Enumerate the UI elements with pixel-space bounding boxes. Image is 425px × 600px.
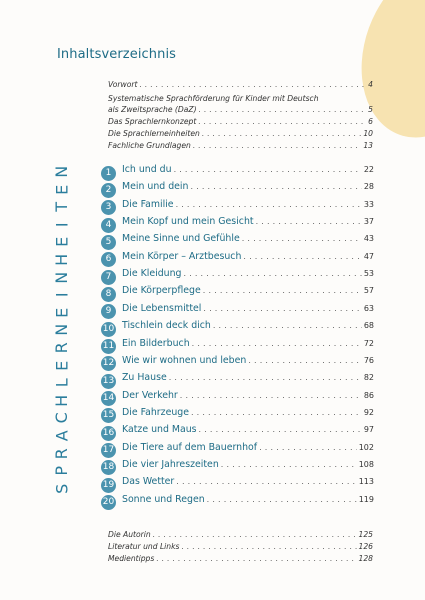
vertical-heading-letter: E [52, 360, 72, 371]
leader-dots [256, 217, 362, 226]
unit-page: 92 [363, 407, 374, 417]
unit-title: Katze und Maus [122, 424, 197, 436]
unit-title: Mein Kopf und mein Gesicht [122, 216, 254, 228]
unit-number-badge: 5 [101, 235, 116, 250]
unit-page: 86 [363, 390, 374, 400]
toc-entry-page: 4 [368, 80, 373, 89]
unit-page: 76 [363, 355, 374, 365]
unit-entry[interactable] [101, 320, 374, 338]
unit-entry[interactable] [101, 216, 374, 234]
unit-title: Wie wir wohnen und leben [122, 354, 247, 366]
unit-title: Der Verkehr [122, 389, 178, 401]
toc-entry-grundlagen[interactable] [108, 141, 373, 155]
unit-number-badge: 7 [101, 270, 116, 285]
toc-entry-title: Vorwort [108, 80, 138, 89]
unit-page: 28 [363, 182, 374, 192]
toc-entry-title: Die Autorin [108, 530, 151, 539]
vertical-heading-letter: N [52, 271, 72, 284]
unit-entry[interactable] [101, 338, 374, 356]
unit-entry[interactable] [101, 442, 374, 460]
leader-dots [156, 554, 356, 563]
unit-page: 47 [363, 251, 374, 261]
unit-number-badge: 8 [101, 287, 116, 302]
unit-title: Sonne und Regen [122, 493, 205, 505]
leader-dots [199, 425, 362, 434]
leader-dots [190, 182, 361, 191]
vertical-heading-letter: E [52, 184, 72, 195]
unit-title: Die Familie [122, 198, 174, 210]
toc-entry-page: 125 [358, 530, 373, 539]
unit-title: Die vier Jahreszeiten [122, 458, 219, 470]
unit-entry[interactable] [101, 164, 374, 182]
unit-number-badge: 2 [101, 183, 116, 198]
vertical-heading-letter: S [52, 483, 72, 494]
vertical-heading-letter: I [52, 222, 72, 227]
unit-entry[interactable] [101, 459, 374, 477]
vertical-heading-letter: E [52, 237, 72, 248]
unit-page: 119 [358, 494, 374, 504]
unit-title: Ich und du [122, 164, 172, 175]
vertical-heading-letter: I [52, 292, 72, 298]
toc-entry-page: 13 [363, 141, 373, 150]
leader-dots [183, 269, 361, 278]
unit-title: Mein und dein [122, 181, 189, 193]
toc-entry-page: 128 [358, 554, 373, 563]
leader-dots [174, 165, 362, 174]
unit-number-badge: 12 [101, 356, 116, 371]
toc-entry-title: Fachliche Grundlagen [108, 141, 191, 150]
toc-entry-title: Das Sprachlernkonzept [108, 117, 197, 126]
unit-entry[interactable] [101, 476, 374, 494]
leader-dots [181, 542, 356, 551]
unit-title: Tischlein deck dich [122, 320, 211, 332]
leader-dots [176, 477, 356, 486]
leader-dots [193, 141, 362, 150]
leader-dots [207, 495, 357, 504]
unit-number-badge: 11 [101, 339, 116, 354]
unit-entry[interactable] [101, 424, 374, 442]
unit-title: Zu Hause [122, 372, 167, 384]
unit-number-badge: 1 [101, 166, 116, 181]
unit-page: 33 [363, 199, 374, 209]
toc-entry-page: 6 [368, 117, 373, 126]
vertical-heading-letter: A [52, 430, 72, 442]
unit-number-badge: 18 [101, 460, 116, 475]
vertical-heading-letter: H [52, 253, 72, 266]
unit-entry[interactable] [101, 233, 374, 251]
unit-number-badge: 13 [101, 374, 116, 389]
unit-title: Die Fahrzeuge [122, 406, 189, 418]
leader-dots [176, 200, 362, 209]
vertical-heading-letter: H [52, 394, 72, 407]
vertical-heading-letter: N [52, 324, 72, 337]
unit-number-badge: 15 [101, 408, 116, 423]
vertical-heading-letter: P [52, 466, 72, 476]
page-title: Inhaltsverzeichnis [57, 47, 177, 62]
leader-dots [139, 80, 366, 89]
unit-entry[interactable] [101, 390, 374, 408]
unit-page: 63 [363, 303, 374, 313]
unit-number-badge: 17 [101, 443, 116, 458]
toc-entry-title: Systematische Sprachförderung für Kinder mit Deutsch [108, 94, 319, 103]
toc-entry-page: 10 [363, 129, 373, 138]
leader-dots [203, 286, 362, 295]
leader-dots [153, 530, 357, 539]
unit-title: Die Kleidung [122, 268, 182, 280]
unit-number-badge: 3 [101, 200, 116, 215]
unit-page: 108 [358, 459, 374, 469]
vertical-heading-letter: E [52, 307, 72, 318]
unit-entry[interactable] [101, 407, 374, 425]
toc-entry-title: Medientipps [108, 554, 155, 563]
unit-number-badge: 9 [101, 304, 116, 319]
unit-number-badge: 16 [101, 426, 116, 441]
leader-dots [221, 460, 357, 469]
vertical-section-heading [47, 163, 77, 523]
unit-page: 82 [363, 373, 374, 383]
unit-number-badge: 4 [101, 218, 116, 233]
toc-entry-title: Literatur und Links [108, 542, 180, 551]
toc-entry-page: 5 [368, 105, 373, 114]
unit-number-badge: 19 [101, 478, 116, 493]
vertical-heading-letter: L [52, 378, 72, 388]
leader-dots [169, 373, 362, 382]
leader-dots [248, 356, 361, 365]
vertical-heading-letter: R [52, 447, 72, 459]
unit-page: 72 [363, 338, 374, 348]
leader-dots [198, 117, 366, 126]
unit-page: 102 [358, 442, 374, 452]
unit-title: Das Wetter [122, 476, 175, 488]
unit-entry[interactable] [101, 303, 374, 321]
unit-number-badge: 14 [101, 391, 116, 406]
vertical-heading-letter: R [52, 342, 72, 354]
leader-dots [199, 105, 367, 114]
unit-entry[interactable] [101, 268, 374, 286]
toc-entry-page: 126 [358, 542, 373, 551]
unit-entry[interactable] [101, 355, 374, 373]
unit-page: 53 [363, 269, 374, 279]
unit-title: Die Tiere auf dem Bauernhof [122, 441, 258, 453]
toc-entry-medientipps[interactable] [108, 554, 373, 568]
unit-entry[interactable] [101, 285, 374, 303]
toc-entry-title: als Zweitsprache (DaZ) [108, 105, 197, 114]
unit-title: Die Lebensmittel [122, 302, 202, 314]
leader-dots [180, 391, 362, 400]
unit-page: 97 [363, 425, 374, 435]
unit-page: 43 [363, 234, 374, 244]
leader-dots [259, 443, 357, 452]
unit-entry[interactable] [101, 181, 374, 199]
vertical-heading-letter: N [52, 165, 72, 178]
leader-dots [203, 304, 361, 313]
unit-page: 57 [363, 286, 374, 296]
leader-dots [213, 321, 362, 330]
leader-dots [191, 408, 362, 417]
vertical-heading-letter: C [52, 412, 72, 424]
unit-page: 113 [358, 477, 374, 487]
toc-entry-title: Die Sprachlerneinheiten [108, 129, 200, 138]
unit-title: Mein Körper – Arztbesuch [122, 250, 242, 262]
leader-dots [243, 252, 361, 261]
leader-dots [202, 129, 362, 138]
unit-page: 68 [363, 321, 374, 331]
unit-number-badge: 10 [101, 322, 116, 337]
unit-page: 37 [363, 217, 374, 227]
unit-entry[interactable] [101, 372, 374, 390]
unit-entry[interactable] [101, 494, 374, 512]
toc-entry-vorwort[interactable] [108, 80, 373, 94]
unit-number-badge: 6 [101, 252, 116, 267]
unit-page: 22 [363, 165, 374, 174]
unit-number-badge: 20 [101, 495, 116, 510]
unit-title: Die Körperpflege [122, 285, 201, 297]
unit-title: Meine Sinne und Gefühle [122, 233, 240, 245]
leader-dots [242, 234, 362, 243]
leader-dots [192, 339, 362, 348]
unit-entry[interactable] [101, 251, 374, 269]
unit-entry[interactable] [101, 199, 374, 217]
unit-title: Ein Bilderbuch [122, 337, 190, 349]
vertical-heading-letter: T [52, 202, 72, 212]
